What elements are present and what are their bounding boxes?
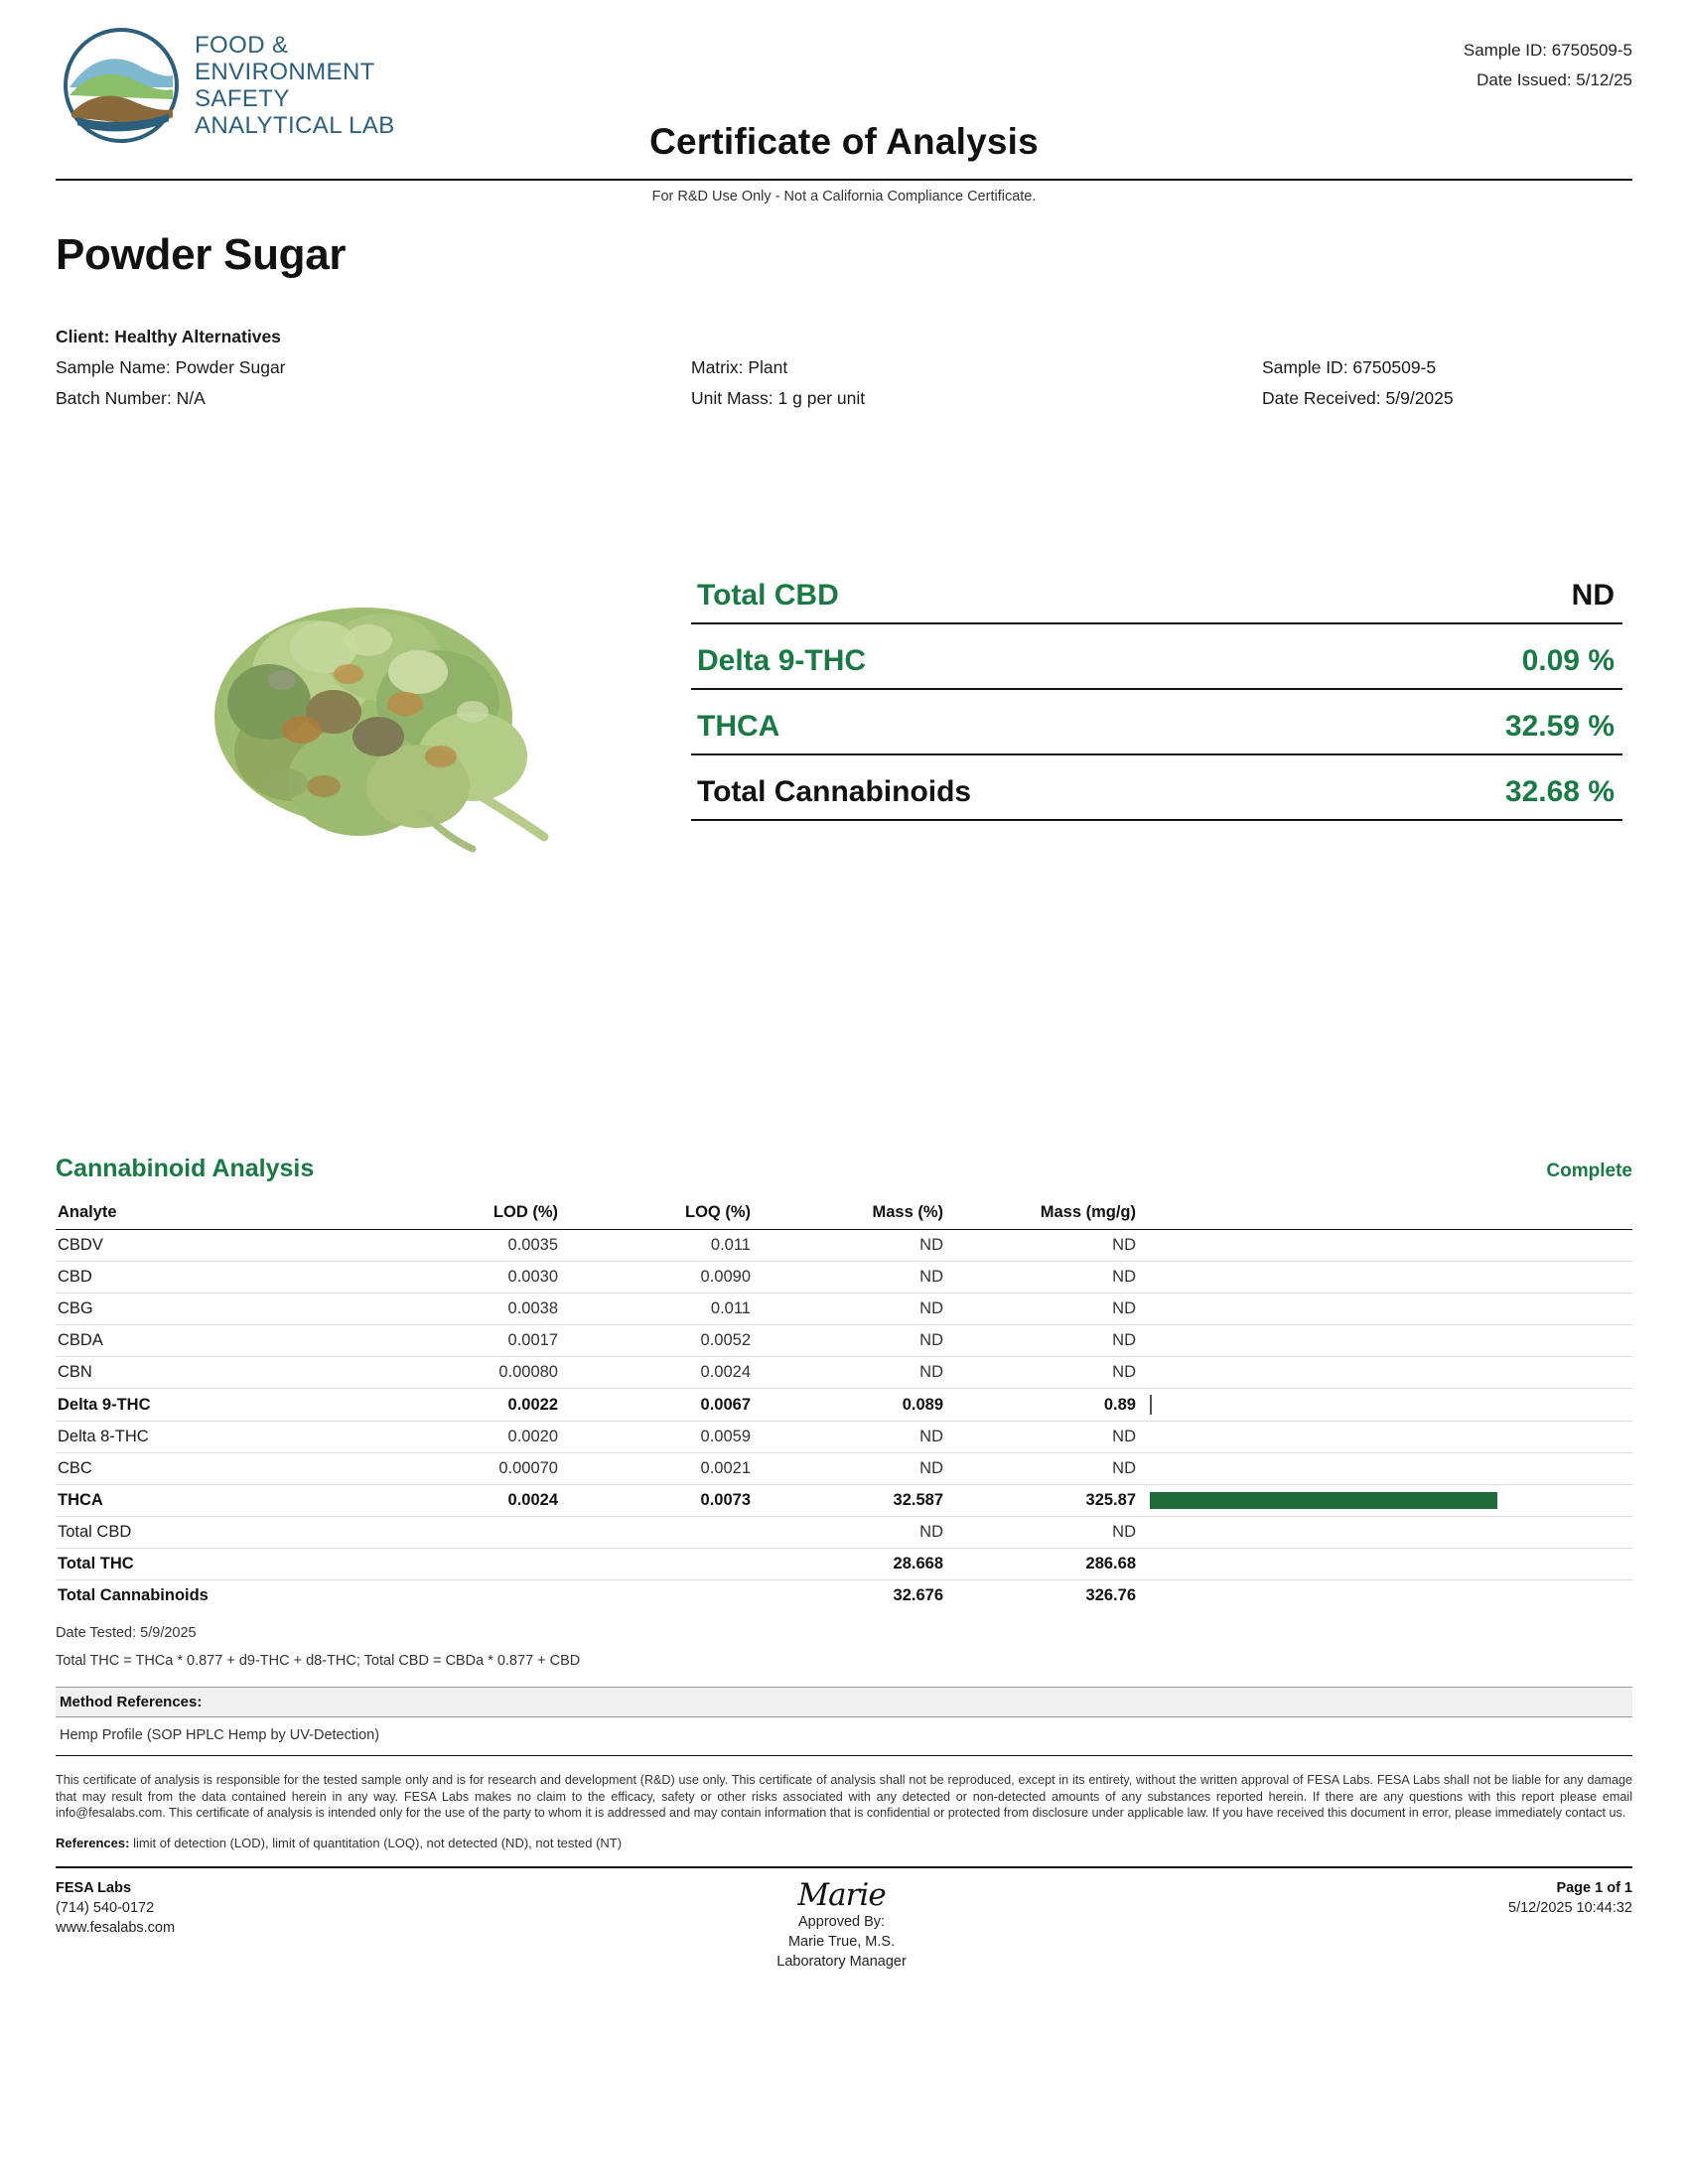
summary-row-thca — [691, 704, 1622, 755]
cell-mass-pct: 32.587 — [765, 1485, 957, 1517]
cell-loq: 0.0073 — [572, 1485, 765, 1517]
cell-mass-pct: ND — [765, 1422, 957, 1453]
cell-bar — [1150, 1453, 1632, 1485]
cell-analyte: THCA — [56, 1485, 379, 1517]
cell-loq — [572, 1580, 765, 1612]
cell-mass-pct: 32.676 — [893, 1586, 943, 1604]
table-row — [56, 1325, 1632, 1357]
column-header-bar — [1150, 1203, 1632, 1230]
table-row — [56, 1422, 1632, 1453]
cell-mass-mgg: 325.87 — [957, 1485, 1150, 1517]
table-row — [56, 1580, 1632, 1612]
summary-label: Total CBD — [697, 579, 839, 612]
summary-label: Delta 9-THC — [697, 644, 867, 677]
logo-line-1: FOOD & — [195, 32, 289, 59]
logo-mark-icon — [62, 26, 181, 145]
cell-analyte: Total Cannabinoids — [58, 1586, 209, 1604]
cell-mass-pct: ND — [765, 1230, 957, 1262]
table-row — [56, 1517, 1632, 1549]
cell-mass-pct: ND — [765, 1325, 957, 1357]
page-header — [56, 26, 1632, 175]
cell-lod: 0.00070 — [379, 1453, 572, 1485]
references-line — [56, 1836, 1632, 1850]
cell-analyte: CBG — [56, 1294, 379, 1325]
summary-row-total-cannabinoids — [691, 769, 1622, 821]
header-date-issued: Date Issued: 5/12/25 — [1477, 70, 1632, 89]
header-meta — [1374, 26, 1632, 95]
logo-line-4: ANALYTICAL LAB — [195, 112, 395, 139]
cell-bar — [1150, 1485, 1632, 1517]
footer-page-info — [1508, 1878, 1632, 1918]
summary-row-total-cbd — [691, 573, 1622, 624]
column-header-analyte: Analyte — [56, 1203, 379, 1230]
method-references-heading: Method References: — [56, 1687, 1632, 1717]
footer-website[interactable]: www.fesalabs.com — [56, 1919, 176, 1936]
cell-mass-mgg: 326.76 — [1085, 1586, 1136, 1604]
bar-delta9-thc — [1150, 1395, 1152, 1415]
cell-mass-mgg: ND — [957, 1262, 1150, 1294]
cell-lod: 0.0020 — [379, 1422, 572, 1453]
cell-mass-mgg: 0.89 — [957, 1389, 1150, 1422]
cell-loq: 0.0052 — [572, 1325, 765, 1357]
cell-mass-pct: 28.668 — [765, 1549, 957, 1580]
cell-lod: 0.0035 — [379, 1230, 572, 1262]
sample-info-column-right — [1262, 322, 1454, 414]
sample-info-column-middle — [691, 322, 1262, 414]
approved-by-label: Approved By: — [798, 1913, 886, 1930]
cell-bar — [1150, 1389, 1632, 1422]
logo-line-2: ENVIRONMENT — [195, 59, 375, 85]
page-footer — [56, 1866, 1632, 1991]
method-references-body: Hemp Profile (SOP HPLC Hemp by UV-Detection) — [56, 1717, 1632, 1756]
sample-overview — [56, 444, 1632, 960]
matrix: Matrix: Plant — [691, 357, 788, 377]
sample-title: Powder Sugar — [56, 230, 347, 279]
cell-bar — [1150, 1325, 1632, 1357]
summary-value: 32.59 % — [1504, 710, 1615, 743]
formula-note: Total THC = THCa * 0.877 + d9-THC + d8-THC; Total CBD = CBDa * 0.877 + CBD — [56, 1653, 581, 1669]
column-header-loq: LOQ (%) — [572, 1203, 765, 1230]
column-header-lod: LOD (%) — [379, 1203, 572, 1230]
footer-approval — [175, 1878, 1508, 1972]
cell-analyte: CBDV — [56, 1230, 379, 1262]
cell-loq — [572, 1549, 765, 1580]
cell-lod — [379, 1549, 572, 1580]
cell-analyte: CBN — [56, 1357, 379, 1389]
column-header-mass-mgg: Mass (mg/g) — [957, 1203, 1150, 1230]
cell-mass-pct: ND — [765, 1262, 957, 1294]
table-row — [56, 1453, 1632, 1485]
cell-bar — [1150, 1549, 1632, 1580]
date-received: Date Received: 5/9/2025 — [1262, 388, 1454, 408]
footer-phone: (714) 540-0172 — [56, 1899, 155, 1916]
cell-lod: 0.0017 — [379, 1325, 572, 1357]
sample-name: Sample Name: Powder Sugar — [56, 357, 286, 377]
column-header-mass-pct: Mass (%) — [765, 1203, 957, 1230]
cell-mass-mgg: ND — [957, 1453, 1150, 1485]
cell-mass-mgg: ND — [957, 1230, 1150, 1262]
cell-analyte: Delta 9-THC — [56, 1389, 379, 1422]
cell-loq: 0.0067 — [572, 1389, 765, 1422]
cell-loq: 0.011 — [572, 1230, 765, 1262]
table-row — [56, 1294, 1632, 1325]
section-title: Cannabinoid Analysis — [56, 1155, 315, 1182]
table-row — [56, 1262, 1632, 1294]
table-row — [56, 1485, 1632, 1517]
report-timestamp: 5/12/2025 10:44:32 — [1508, 1899, 1632, 1916]
references-label: References: — [56, 1835, 130, 1850]
cell-mass-pct: ND — [765, 1453, 957, 1485]
cell-mass-pct: ND — [765, 1517, 957, 1549]
cell-bar — [1150, 1422, 1632, 1453]
cell-mass-mgg: ND — [957, 1357, 1150, 1389]
cell-lod: 0.0024 — [379, 1485, 572, 1517]
date-tested: Date Tested: 5/9/2025 — [56, 1625, 197, 1641]
table-row — [56, 1230, 1632, 1262]
cannabinoid-section-header — [56, 1155, 1632, 1183]
cell-bar — [1150, 1580, 1632, 1612]
table-row — [56, 1357, 1632, 1389]
summary-value: 0.09 % — [1521, 644, 1615, 677]
footer-lab-name: FESA Labs — [56, 1879, 132, 1896]
cell-lod: 0.0038 — [379, 1294, 572, 1325]
cell-mass-mgg: 286.68 — [957, 1549, 1150, 1580]
cell-analyte: CBDA — [56, 1325, 379, 1357]
cell-loq: 0.0024 — [572, 1357, 765, 1389]
page-title: Certificate of Analysis — [649, 121, 1039, 162]
sample-info-column-left — [56, 322, 691, 414]
summary-label: Total Cannabinoids — [697, 775, 972, 808]
cell-lod: 0.0030 — [379, 1262, 572, 1294]
summary-value: 32.68 % — [1504, 775, 1615, 808]
batch-number: Batch Number: N/A — [56, 388, 206, 408]
lab-logo-text — [195, 32, 395, 139]
summary-label: THCA — [697, 710, 780, 743]
cell-mass-pct: ND — [765, 1294, 957, 1325]
table-header-row — [56, 1203, 1632, 1230]
cell-analyte: CBD — [56, 1262, 379, 1294]
table-body — [56, 1230, 1632, 1612]
cell-mass-mgg: ND — [957, 1422, 1150, 1453]
cannabis-bud-image — [175, 553, 572, 881]
cell-analyte: Delta 8-THC — [56, 1422, 379, 1453]
legal-disclaimer: This certificate of analysis is responsible for the tested sample only and is for research and development (R&D) use only. This certificate of analysis shall not be reproduced, except in its entirety, without the written approval of FESA Labs. FESA Labs shall not be liable for any damage that may result from the data contained herein in any way. FESA Labs makes no claim to the efficacy, safety or other risks associated with any detected or non-detected amounts of any substances reported herein. If there are any questions with this report please email info@fesalabs.com. This certificate of analysis is intended only for the use of the party to whom it is addressed and may contain information that is confidential or protected from disclosure under applicable law. If you have received this document in error, please immediately contact us. — [56, 1773, 1632, 1820]
page-number: Page 1 of 1 — [1556, 1879, 1632, 1896]
cell-loq: 0.0090 — [572, 1262, 765, 1294]
table-row — [56, 1549, 1632, 1580]
cell-analyte: Total CBD — [56, 1517, 379, 1549]
unit-mass: Unit Mass: 1 g per unit — [691, 388, 866, 408]
references-text: limit of detection (LOD), limit of quantitation (LOQ), not detected (ND), not tested (NT) — [133, 1835, 623, 1850]
lab-logo — [56, 26, 395, 145]
cell-loq: 0.011 — [572, 1294, 765, 1325]
header-sample-id: Sample ID: 6750509-5 — [1463, 41, 1632, 60]
cell-bar — [1150, 1230, 1632, 1262]
sample-info-grid — [56, 322, 1632, 414]
summary-row-delta9-thc — [691, 638, 1622, 690]
sample-photo — [56, 444, 691, 960]
cell-lod — [379, 1517, 572, 1549]
cell-bar — [1150, 1294, 1632, 1325]
cell-loq: 0.0021 — [572, 1453, 765, 1485]
cell-loq — [572, 1517, 765, 1549]
sample-id: Sample ID: 6750509-5 — [1262, 357, 1437, 377]
cell-mass-mgg: ND — [957, 1325, 1150, 1357]
approver-title: Laboratory Manager — [776, 1953, 907, 1970]
status-badge: Complete — [1546, 1160, 1632, 1181]
table-row — [56, 1389, 1632, 1422]
cell-mass-pct: 0.089 — [765, 1389, 957, 1422]
cell-bar — [1150, 1262, 1632, 1294]
cell-mass-mgg: ND — [957, 1294, 1150, 1325]
summary-value: ND — [1571, 579, 1615, 612]
approver-name: Marie True, M.S. — [787, 1933, 896, 1950]
footer-lab-info — [56, 1878, 175, 1938]
cell-mass-mgg: ND — [957, 1517, 1150, 1549]
cell-loq: 0.0059 — [572, 1422, 765, 1453]
cell-analyte: CBC — [56, 1453, 379, 1485]
cell-bar — [1150, 1357, 1632, 1389]
cell-lod — [379, 1580, 572, 1612]
logo-line-3: SAFETY — [195, 85, 290, 112]
cannabinoid-table — [56, 1203, 1632, 1611]
cell-analyte: Total THC — [56, 1549, 379, 1580]
rd-use-disclaimer: For R&D Use Only - Not a California Compliance Certificate. — [651, 189, 1037, 205]
cell-lod: 0.00080 — [379, 1357, 572, 1389]
cell-bar — [1150, 1517, 1632, 1549]
client-name: Client: Healthy Alternatives — [56, 327, 281, 346]
cell-lod: 0.0022 — [379, 1389, 572, 1422]
cannabinoid-summary — [691, 444, 1632, 960]
signature-image: Marie — [797, 1876, 886, 1913]
cell-mass-pct: ND — [765, 1357, 957, 1389]
bar-thca — [1150, 1492, 1497, 1509]
